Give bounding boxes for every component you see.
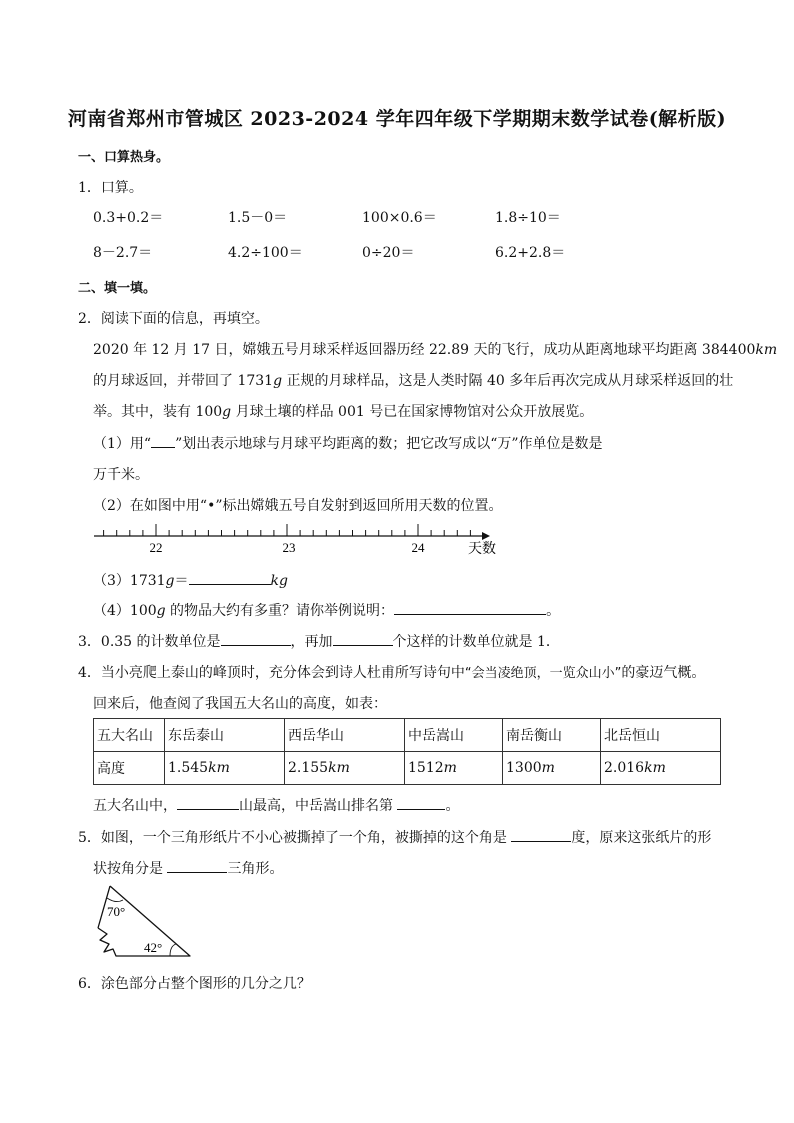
passage-line-3: 举。其中，装有 100g 月球土壤的样品 001 号已在国家博物馆对公众开放展览。 [93,404,594,420]
answer-blank[interactable] [397,797,445,810]
answer-blank[interactable] [221,633,291,646]
table-header-row [94,719,721,752]
question-5-line-2: 状按角分是 三角形。 [93,861,284,877]
torn-triangle-figure [92,882,197,962]
arith-item: 0.3+0.2＝ [93,210,164,226]
table-row [94,752,721,785]
table-cell: 1512m [405,752,503,785]
question-4-answer-line: 五大名山中， 山最高，中岳嵩山排名第 。 [93,798,460,814]
section-heading-two: 二、填一填。 [78,281,157,296]
tick-label-23: 23 [282,540,296,555]
answer-blank[interactable] [167,860,227,873]
angle-label-top: 70° [107,904,126,919]
question-1-label: 1．口算。 [78,180,143,196]
arith-item: 6.2+2.8＝ [495,245,566,261]
passage-line-2: 的月球返回，并带回了 1731g 正规的月球样品，这是人类时隔 40 多年后再次完成从月球采样返回的壮 [93,373,734,389]
table-cell: 2.155km [285,752,405,785]
question-6: 6．涂色部分占整个图形的几分之几？ [78,976,311,992]
arith-item: 0÷20＝ [362,245,415,261]
question-4-line-2: 回来后，他查阅了我国五大名山的高度，如表： [93,696,387,712]
arith-item: 100×0.6＝ [362,210,437,226]
arith-item: 4.2÷100＝ [228,245,303,261]
tick-label-22: 22 [149,540,163,555]
arith-item: 1.8÷10＝ [495,210,561,226]
arith-item: 8－2.7＝ [93,245,153,261]
page-title: 河南省郑州市管城区 2023-2024 学年四年级下学期期末数学试卷(解析版) [67,108,727,130]
subquestion-2: （2）在如图中用“•”标出嫦娥五号自发射到返回所用天数的位置。 [93,498,503,514]
table-cell: 五大名山 [94,719,165,752]
table-cell: 1.545km [165,752,285,785]
passage-line-1: 2020 年 12 月 17 日，嫦娥五号月球采样返回器历经 22.89 天的飞行，成功从距离地球平均距离 384400km [93,342,778,358]
table-cell: 南岳衡山 [503,719,601,752]
subquestion-4: （4）100g 的物品大约有多重？请你举例说明： 。 [93,603,561,619]
table-cell: 1300m [503,752,601,785]
subquestion-1-cont: 万千米。 [93,467,149,483]
answer-blank[interactable] [394,602,546,615]
answer-blank[interactable] [177,797,239,810]
question-5-line-1: 5．如图，一个三角形纸片不小心被撕掉了一个角，被撕掉的这个角是 度，原来这张纸片的形 [78,830,712,846]
table-cell: 西岳华山 [285,719,405,752]
mountain-height-table [93,718,721,785]
tick-label-24: 24 [411,540,425,555]
answer-blank[interactable] [151,435,175,448]
subquestion-1: （1）用“ ”划出表示地球与月球平均距离的数；把它改写成以“万”作单位是数是 [93,436,603,452]
answer-blank[interactable] [511,829,571,842]
number-line[interactable] [90,522,510,562]
subquestion-3: （3）1731g＝ kg [93,573,288,589]
question-2-label: 2．阅读下面的信息，再填空。 [78,311,269,327]
axis-unit-label: 天数 [468,542,496,557]
table-cell: 东岳泰山 [165,719,285,752]
arith-item: 1.5－0＝ [228,210,288,226]
question-3: 3．0.35 的计数单位是 ，再加 个这样的计数单位就是 1． [78,634,560,650]
section-heading-one: 一、口算热身。 [78,150,170,165]
table-cell: 高度 [94,752,165,785]
answer-blank[interactable] [333,633,393,646]
table-cell: 北岳恒山 [601,719,721,752]
answer-blank[interactable] [189,572,271,585]
question-4-line-1: 4．当小亮爬上泰山的峰顶时，充分体会到诗人杜甫所写诗句中“会当凌绝顶，一览众山小”的豪迈气概。 [78,665,706,681]
table-cell: 中岳嵩山 [405,719,503,752]
table-cell: 2.016km [601,752,721,785]
angle-label-bottom: 42° [144,940,163,955]
